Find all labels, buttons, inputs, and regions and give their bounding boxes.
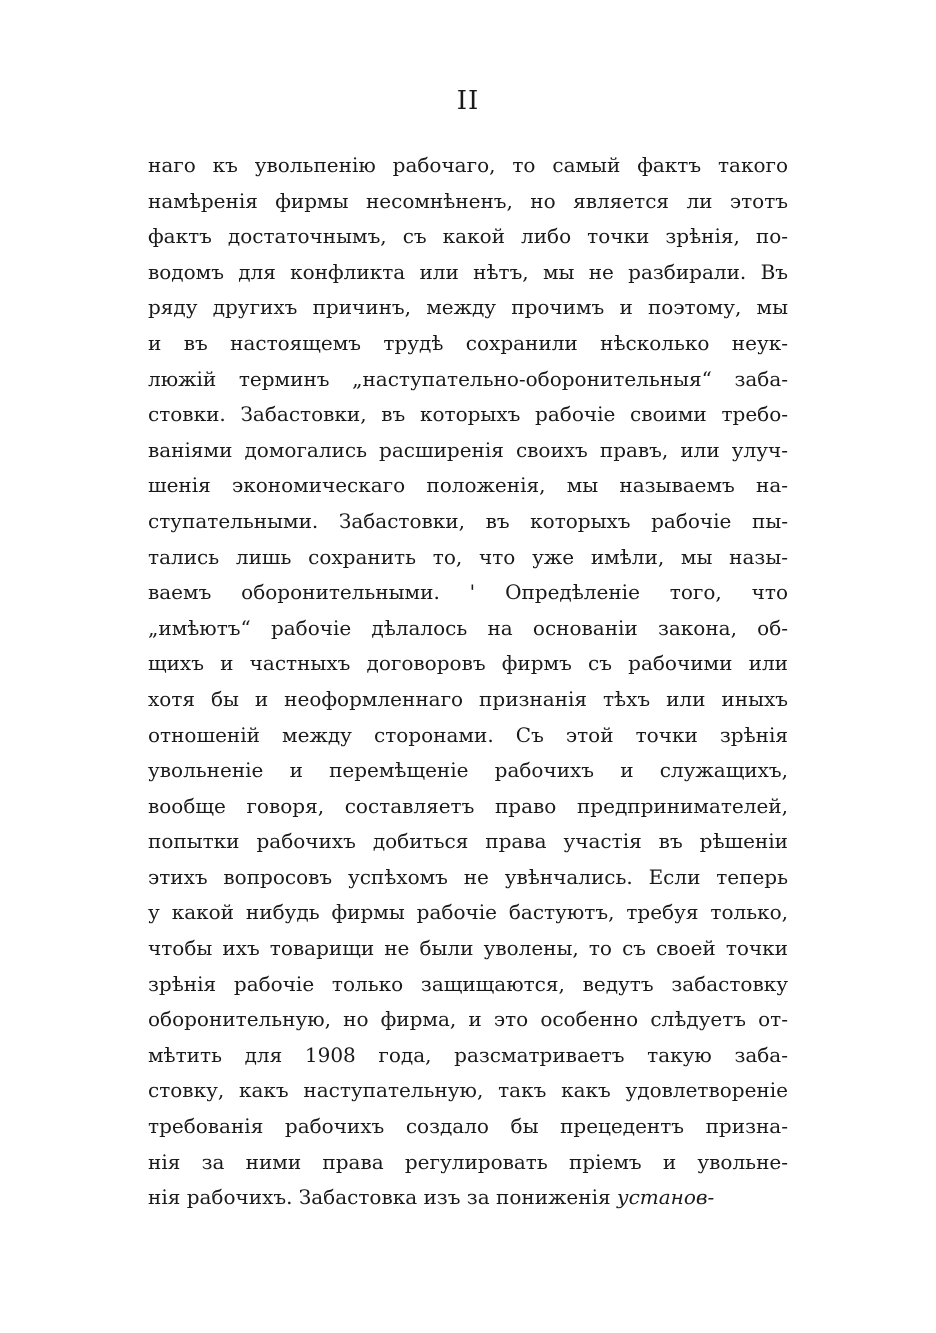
text-line: стовки. Забастовки, въ которыхъ рабочіе своими требо-	[148, 402, 788, 427]
text-line: наго къ увольпенію рабочаго, то самый фактъ такого	[148, 153, 788, 177]
text-line-last	[148, 1180, 788, 1216]
text-line: чтобы ихъ товарищи не были уволены, то съ своей точки	[148, 936, 788, 961]
body-text	[148, 148, 788, 1216]
text-line: ступательными. Забастовки, въ которыхъ рабочіе пы-	[148, 508, 788, 533]
text-line: щихъ и частныхъ договоровъ фирмъ съ рабочими или	[148, 651, 788, 676]
text-line: мѣтить для 1908 года, разсматриваетъ такую заба-	[148, 1042, 788, 1067]
text-line: нія за ними права регулировать пріемъ и увольне-	[148, 1149, 788, 1174]
page-number: II	[456, 86, 480, 116]
text-line: тались лишь сохранить то, что уже имѣли, мы назы-	[148, 544, 788, 569]
text-line: этихъ вопросовъ успѣхомъ не увѣнчались. Если теперь	[148, 864, 788, 889]
text-line: зрѣнія рабочіе только защищаются, ведутъ забастовку	[148, 971, 788, 996]
text-line: у какой нибудь фирмы рабочіе бастуютъ, требуя только,	[148, 900, 788, 925]
text-line: и въ настоящемъ трудѣ сохранили нѣсколько неук-	[148, 330, 788, 355]
text-line: стовку, какъ наступательную, такъ какъ удовлетвореніе	[148, 1078, 788, 1103]
text-line: „имѣютъ“ рабочіе дѣлалось на основаніи закона, об-	[148, 615, 788, 640]
text-line: требованія рабочихъ создало бы прецедентъ призна-	[148, 1114, 788, 1139]
text-line: фактъ достаточнымъ, съ какой либо точки зрѣнія, по-	[148, 224, 788, 249]
text-line: водомъ для конфликта или нѣтъ, мы не разбирали. Въ	[148, 259, 788, 284]
last-line-text: нія рабочихъ. Забастовка изъ за пониженія	[148, 1185, 611, 1210]
text-line: отношеній между сторонами. Съ этой точки зрѣнія	[148, 722, 788, 747]
text-line: намѣренія фирмы несомнѣненъ, но является ли этотъ	[148, 188, 788, 213]
text-line: увольненіе и перемѣщеніе рабочихъ и служащихъ,	[148, 758, 788, 783]
text-line: хотя бы и неоформленнаго признанія тѣхъ или иныхъ	[148, 686, 788, 711]
text-line: попытки рабочихъ добиться права участія въ рѣшеніи	[148, 829, 788, 854]
text-line: люжій терминъ „наступательно-оборонительныя“ заба-	[148, 366, 788, 391]
text-line: оборонительную, но фирма, и это особенно слѣдуетъ от-	[148, 1007, 788, 1032]
text-line: ваніями домогались расширенія своихъ правъ, или улуч-	[148, 437, 788, 462]
text-line: ваемъ оборонительными. ' Опредѣленіе того, что	[148, 580, 788, 605]
text-line: ряду другихъ причинъ, между прочимъ и поэтому, мы	[148, 295, 788, 320]
text-line: вообще говоря, составляетъ право предпринимателей,	[148, 793, 788, 818]
italic-word: установ-	[616, 1185, 715, 1210]
text-line: шенія экономическаго положенія, мы называемъ на-	[148, 473, 788, 498]
